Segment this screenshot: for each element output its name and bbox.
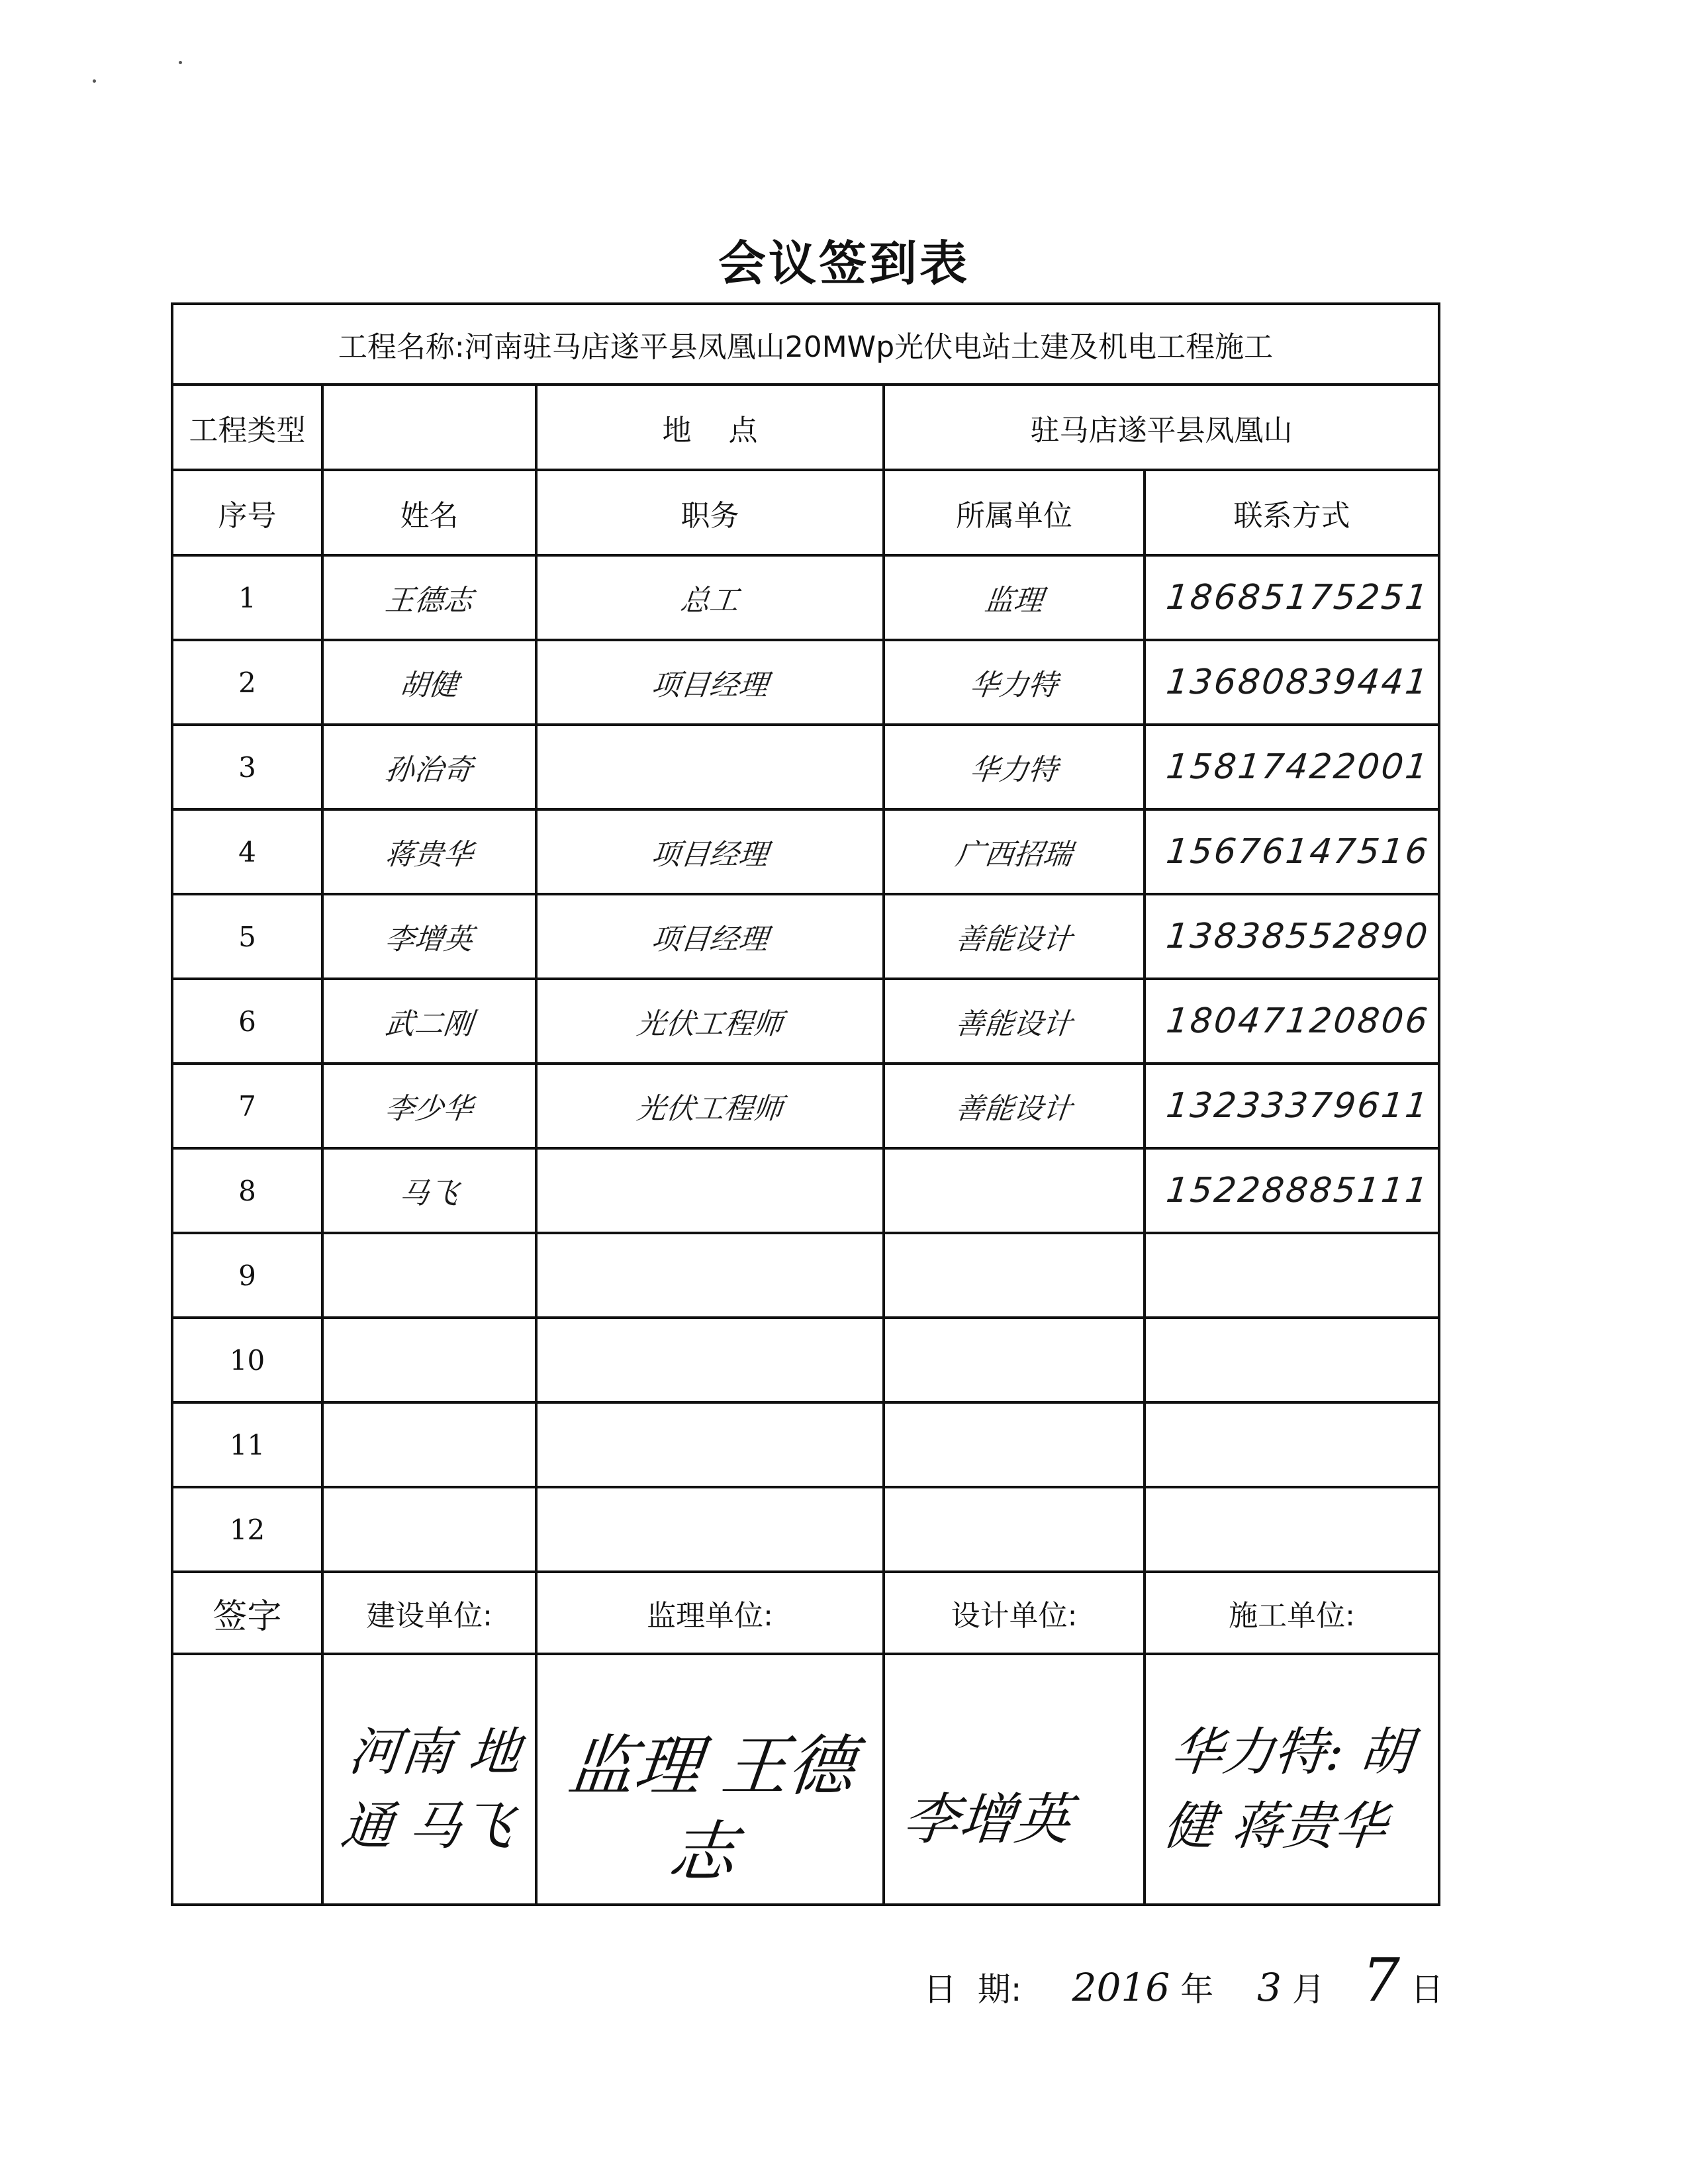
row-phone [1140,1233,1444,1318]
date-day-unit: 日 [1410,1970,1444,2009]
row-phone: 18047120806 [1140,979,1444,1064]
row-name [318,1233,540,1318]
row-position: 光伏工程师 [532,1064,888,1148]
table-row [172,1064,1439,1148]
location-value: 驻马店遂平县凤凰山 [884,385,1439,470]
row-phone: 13680839441 [1140,640,1444,725]
row-phone: 13233379611 [1140,1064,1444,1148]
row-position [532,1233,888,1318]
row-number: 3 [172,725,322,809]
contractor-label: 施工单位: [1145,1572,1439,1654]
row-position [532,1148,888,1233]
project-name-label: 工程名称: [338,330,465,364]
page-title: 会议签到表 [718,236,970,291]
row-phone: 13838552890 [1140,894,1444,979]
project-name-cell [172,304,1439,385]
construction-owner-label: 建设单位: [322,1572,536,1654]
table-row [172,1402,1439,1487]
table-row [172,1148,1439,1233]
row-number: 2 [172,640,322,725]
row-unit [879,1487,1149,1572]
signature-label-row [172,1572,1439,1654]
row-name: 孙治奇 [318,725,540,809]
row-position: 项目经理 [532,809,888,894]
row-unit [879,1402,1149,1487]
column-header-no: 序号 [172,470,322,555]
sign-in-table [171,302,1440,1906]
row-position [532,1402,888,1487]
project-type-label: 工程类型 [172,385,322,470]
row-name [318,1487,540,1572]
date-line [923,1946,1444,2015]
contractor-signature: 华力特: 胡健 蒋贵华 [1160,1722,1415,1856]
row-number: 8 [172,1148,322,1233]
date-month-unit: 月 [1291,1970,1325,2009]
project-name-row [172,304,1439,385]
column-header-row [172,470,1439,555]
table-row [172,1233,1439,1318]
row-name [318,1318,540,1402]
project-name-value: 河南驻马店遂平县凤凰山20MWp光伏电站土建及机电工程施工 [464,330,1274,364]
column-header-unit: 所属单位 [884,470,1145,555]
date-month: 3 [1256,1965,1282,2010]
table-row [172,640,1439,725]
row-phone [1140,1487,1444,1572]
row-unit: 善能设计 [879,1064,1149,1148]
row-number: 9 [172,1233,322,1318]
row-name: 李增英 [318,894,540,979]
row-position: 光伏工程师 [532,979,888,1064]
row-name: 马飞 [318,1148,540,1233]
row-number: 6 [172,979,322,1064]
row-unit [879,1233,1149,1318]
row-position: 项目经理 [532,894,888,979]
date-year-unit: 年 [1180,1970,1214,2009]
date-day: 7 [1362,1946,1400,2015]
scan-speck [179,61,182,64]
row-name: 武二刚 [318,979,540,1064]
signature-label: 签字 [172,1572,322,1654]
row-number: 1 [172,555,322,640]
row-phone: 15817422001 [1140,725,1444,809]
row-position [532,1487,888,1572]
row-number: 11 [172,1402,322,1487]
row-phone [1140,1402,1444,1487]
row-name: 王德志 [318,555,540,640]
row-position [532,1318,888,1402]
table-row [172,725,1439,809]
design-signature: 李增英 [900,1786,1074,1852]
row-name: 胡健 [318,640,540,725]
row-number: 4 [172,809,322,894]
table-row [172,979,1439,1064]
row-unit: 广西招瑞 [879,809,1149,894]
row-unit: 善能设计 [879,979,1149,1064]
row-phone: 18685175251 [1140,555,1444,640]
contractor-signature-cell [1145,1654,1439,1905]
column-header-name: 姓名 [322,470,536,555]
row-position [532,725,888,809]
row-phone [1140,1318,1444,1402]
row-position: 项目经理 [532,640,888,725]
supervision-label: 监理单位: [536,1572,884,1654]
design-label: 设计单位: [884,1572,1145,1654]
row-number: 12 [172,1487,322,1572]
signature-blank-cell [172,1654,322,1905]
table-row [172,555,1439,640]
date-label: 日 期: [923,1970,1022,2009]
row-name: 李少华 [318,1064,540,1148]
row-number: 10 [172,1318,322,1402]
table-row [172,894,1439,979]
signature-row [172,1654,1439,1905]
column-header-position: 职务 [536,470,884,555]
project-type-row [172,385,1439,470]
row-unit: 华力特 [879,640,1149,725]
row-unit: 华力特 [879,725,1149,809]
row-number: 5 [172,894,322,979]
row-unit: 监理 [879,555,1149,640]
row-name [318,1402,540,1487]
row-name: 蒋贵华 [318,809,540,894]
construction-owner-signature: 河南 地通 马飞 [338,1722,524,1856]
table-row [172,1318,1439,1402]
row-phone: 15228885111 [1140,1148,1444,1233]
date-year: 2016 [1072,1965,1170,2010]
row-unit: 善能设计 [879,894,1149,979]
row-position: 总工 [532,555,888,640]
location-label: 地 点 [536,385,884,470]
supervision-signature-cell [536,1654,884,1905]
row-unit [879,1318,1149,1402]
table-row [172,809,1439,894]
construction-owner-signature-cell [322,1654,536,1905]
project-type-value [322,385,536,470]
row-unit [879,1148,1149,1233]
row-number: 7 [172,1064,322,1148]
supervision-signature: 监理 王德志 [564,1727,859,1891]
row-phone: 15676147516 [1140,809,1444,894]
design-signature-cell [884,1654,1145,1905]
table-row [172,1487,1439,1572]
column-header-contact: 联系方式 [1145,470,1439,555]
scan-speck [93,79,96,83]
